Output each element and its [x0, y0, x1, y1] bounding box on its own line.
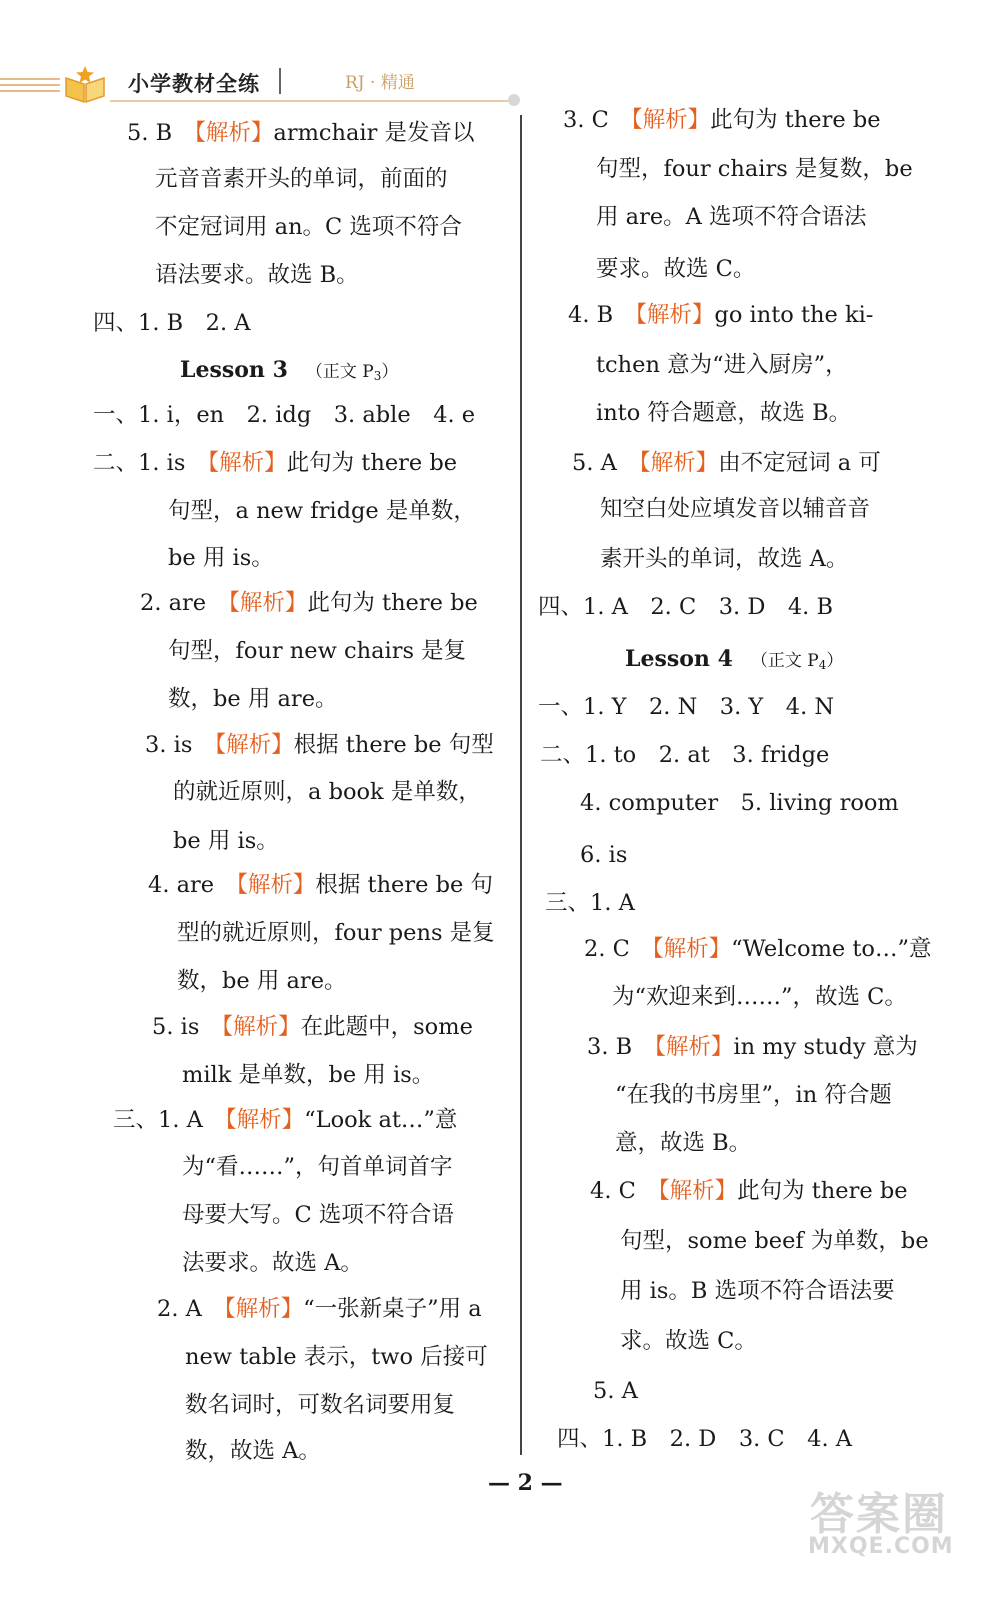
answer-text: 要求。故选 C。	[596, 256, 756, 282]
answer-text: 为“欢迎来到……”，故选 C。	[612, 984, 907, 1010]
left-answer-line	[155, 164, 448, 194]
analysis-tag: 【解析】	[194, 120, 274, 146]
right-answer-line	[596, 398, 851, 428]
answer-text: “Look at…”意	[304, 1107, 458, 1133]
answer-text: 母要大写。C 选项不符合语	[182, 1202, 454, 1228]
right-answer-line	[587, 1032, 918, 1062]
left-answer-line	[93, 308, 251, 338]
answer-text: 用 are。A 选项不符合语法	[596, 204, 867, 230]
analysis-tag: 【解析】	[207, 450, 287, 476]
right-answer-line	[620, 1326, 757, 1356]
page-number: — 2 —	[488, 1470, 563, 1496]
answer-text: 的就近原则，a book 是单数，	[173, 779, 481, 805]
right-answer-line	[557, 1424, 852, 1454]
right-answer-line	[596, 202, 867, 232]
answer-text: 法要求。故选 A。	[182, 1250, 363, 1276]
answer-text: new table 表示，two 后接可	[185, 1344, 488, 1370]
left-answer-line	[185, 1390, 455, 1420]
left-answer-line	[173, 826, 279, 856]
header-dot	[508, 94, 520, 106]
answer-text: milk 是单数，be 用 is。	[182, 1062, 435, 1088]
lesson-page-ref: （正文 $P_3$）	[305, 362, 399, 383]
analysis-tag: 【解析】	[658, 1178, 738, 1204]
answer-text: 素开头的单词，故选 A。	[600, 546, 849, 572]
right-answer-line	[615, 1128, 751, 1158]
left-answer-line	[173, 777, 481, 807]
left-answer-line	[157, 1294, 482, 1324]
left-answer-line	[182, 1152, 453, 1182]
column-divider	[520, 115, 522, 1455]
analysis-tag: 【解析】	[631, 107, 711, 133]
answer-text: in my study 意为	[733, 1034, 918, 1060]
left-answer-line	[113, 1105, 457, 1135]
answer-text: 数，故选 A。	[185, 1438, 321, 1464]
answer-text: 三、1. A	[113, 1107, 226, 1133]
lesson-page-ref: （正文 $P_4$）	[750, 651, 844, 672]
header-rule	[110, 100, 515, 102]
left-answer-line	[185, 1342, 488, 1372]
right-answer-line	[596, 154, 913, 184]
right-answer-line	[600, 494, 870, 524]
analysis-tag: 【解析】	[221, 1014, 301, 1040]
analysis-tag: 【解析】	[224, 1296, 304, 1322]
answer-text: 型的就近原则，four pens 是复	[177, 920, 495, 946]
answer-text: 6. is	[580, 842, 628, 868]
right-answer-line	[584, 934, 931, 964]
analysis-tag: 【解析】	[236, 872, 316, 898]
right-answer-line	[568, 300, 873, 330]
lesson-title: Lesson 3	[180, 357, 288, 383]
header-separator	[279, 68, 281, 94]
answer-text: 二、1. to 2. at 3. fridge	[540, 742, 830, 768]
watermark-url: MXQE.COM	[808, 1534, 954, 1559]
right-answer-line	[580, 788, 899, 818]
answer-text: go into the ki-	[714, 302, 874, 328]
right-answer-line	[620, 1276, 895, 1306]
answer-text: 3. C	[563, 107, 632, 133]
right-answer-line	[596, 254, 755, 284]
page-header	[0, 60, 520, 110]
left-answer-line	[168, 543, 274, 573]
answer-text: 二、1. is	[93, 450, 208, 476]
answer-text: 此句为 there be	[710, 107, 881, 133]
right-answer-line	[620, 1226, 929, 1256]
analysis-tag: 【解析】	[228, 590, 308, 616]
left-answer-line	[127, 118, 475, 148]
left-answer-line	[152, 1012, 473, 1042]
answer-text: 此句为 there be	[286, 450, 458, 476]
left-answer-line	[93, 448, 457, 478]
right-answer-line	[590, 1176, 908, 1206]
answer-text: 2. are	[140, 590, 229, 616]
answer-text: “Welcome to…”意	[731, 936, 932, 962]
watermark	[800, 1478, 980, 1568]
header-subtitle: RJ · 精通	[345, 73, 415, 93]
answer-text: tchen 意为“进入厨房”，	[596, 352, 848, 378]
answer-text: 根据 there be 句	[315, 872, 493, 898]
answer-text: 根据 there be 句型	[293, 732, 494, 758]
left-answer-line	[155, 212, 462, 242]
answer-text: 四、1. B 2. A	[93, 310, 251, 336]
left-answer-line	[168, 684, 338, 714]
answer-text: 用 is。B 选项不符合语法要	[620, 1278, 895, 1304]
lesson-title: Lesson 4	[625, 646, 733, 672]
answer-text: armchair 是发音以	[273, 120, 475, 146]
answer-text: 2. C	[584, 936, 653, 962]
analysis-tag: 【解析】	[635, 302, 715, 328]
left-answer-line	[148, 870, 493, 900]
answer-text: 三、1. A	[545, 890, 635, 916]
right-answer-line	[540, 740, 829, 770]
answer-text: 为“看……”，句首单词首字	[182, 1154, 453, 1180]
right-answer-line	[538, 692, 834, 722]
header-decoration-lines	[0, 78, 60, 100]
answer-text: 一、1. i，en 2. idg 3. able 4. e	[93, 402, 476, 428]
left-answer-line	[93, 400, 475, 430]
left-answer-line	[145, 730, 494, 760]
answer-text: 4. C	[590, 1178, 659, 1204]
right-answer-line	[615, 1080, 892, 1110]
right-answer-line	[580, 840, 627, 870]
answer-text: 2. A	[157, 1296, 225, 1322]
answer-text: 5. A	[572, 450, 640, 476]
left-answer-line	[177, 966, 347, 996]
answer-text: 句型，a new fridge 是单数，	[168, 498, 476, 524]
right-answer-line	[538, 592, 833, 622]
analysis-tag: 【解析】	[639, 450, 719, 476]
answer-text: be 用 is。	[168, 545, 274, 571]
left-answer-line	[182, 1200, 454, 1230]
right-answer-line	[600, 544, 848, 574]
right-answer-line	[545, 888, 635, 918]
analysis-tag: 【解析】	[225, 1107, 305, 1133]
answer-text: 3. is	[145, 732, 215, 758]
answer-text: 5. is	[152, 1014, 222, 1040]
answer-text: 由不定冠词 a 可	[718, 450, 881, 476]
answer-text: 4. B	[568, 302, 636, 328]
left-answer-line	[168, 636, 466, 666]
answer-text: 数，be 用 are。	[168, 686, 338, 712]
answer-text: 5. B	[127, 120, 195, 146]
left-lesson-heading	[180, 355, 398, 391]
watermark-logo: 答案圈	[810, 1489, 948, 1540]
answer-text: “在我的书房里”，in 符合题	[615, 1082, 892, 1108]
right-lesson-heading	[625, 644, 843, 680]
answer-text: 4. computer 5. living room	[580, 790, 899, 816]
book-logo-icon	[62, 64, 108, 104]
answer-text: 不定冠词用 an。C 选项不符合	[155, 214, 462, 240]
left-answer-line	[182, 1060, 434, 1090]
analysis-tag: 【解析】	[214, 732, 294, 758]
answer-text: 知空白处应填发音以辅音音	[600, 496, 871, 522]
left-answer-line	[182, 1248, 363, 1278]
right-answer-line	[572, 448, 881, 478]
header-title: 小学教材全练	[128, 72, 260, 96]
answer-text: 一、1. Y 2. N 3. Y 4. N	[538, 694, 835, 720]
answer-text: 意，故选 B。	[615, 1130, 752, 1156]
answer-text: 语法要求。故选 B。	[155, 262, 359, 288]
answer-text: 句型，four new chairs 是复	[168, 638, 467, 664]
left-answer-line	[155, 260, 359, 290]
left-answer-line	[177, 918, 495, 948]
answer-text: 5. A	[593, 1378, 638, 1404]
answer-text: 句型，four chairs 是复数，be	[596, 156, 913, 182]
left-answer-line	[140, 588, 478, 618]
answer-text: 3. B	[587, 1034, 655, 1060]
right-answer-line	[596, 350, 848, 380]
answer-text: 此句为 there be	[737, 1178, 908, 1204]
answer-text: 四、1. A 2. C 3. D 4. B	[538, 594, 834, 620]
answer-text: “一张新桌子”用 a	[303, 1296, 482, 1322]
analysis-tag: 【解析】	[652, 936, 732, 962]
right-answer-line	[593, 1376, 638, 1406]
analysis-tag: 【解析】	[654, 1034, 734, 1060]
right-answer-line	[612, 982, 907, 1012]
answer-text: 元音音素开头的单词，前面的	[155, 166, 448, 192]
answer-text: 在此题中，some	[300, 1014, 473, 1040]
answer-text: 句型，some beef 为单数，be	[620, 1228, 929, 1254]
answer-text: into 符合题意，故选 B。	[596, 400, 852, 426]
answer-text: 求。故选 C。	[620, 1328, 757, 1354]
answer-text: 数名词时，可数名词要用复	[185, 1392, 456, 1418]
answer-text: 数，be 用 are。	[177, 968, 347, 994]
left-answer-line	[168, 496, 476, 526]
left-answer-line	[185, 1436, 321, 1466]
answer-text: 此句为 there be	[307, 590, 478, 616]
answer-text: be 用 is。	[173, 828, 279, 854]
right-answer-line	[563, 105, 881, 135]
answer-text: 4. are	[148, 872, 237, 898]
answer-text: 四、1. B 2. D 3. C 4. A	[557, 1426, 853, 1452]
